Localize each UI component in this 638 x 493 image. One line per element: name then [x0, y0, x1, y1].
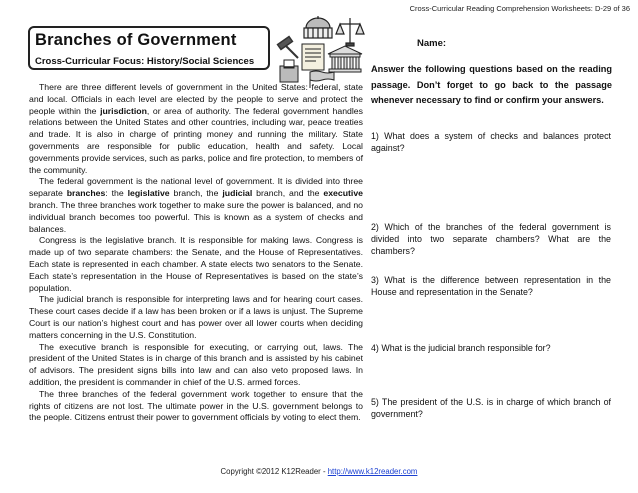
- passage-paragraph: There are three different levels of government in the United States: federal, state and local. Officials in each level are elected by the people to serve and protect the people within the jurisdiction, or area of authority. The federal government handles relations between the United States and other countries, including war, peace treaties and trade. It is also in charge of printing money and running the military. State governments are responsible for public education, health and safety. Local governments provide services, such as parks, police and fire protection, to members of the community.: [29, 82, 363, 175]
- passage-paragraph: The federal government is the national level of government. It is divided into three separate branches: the legislative branch, the judicial branch, and the executive branch. The three branches work together to make sure the power is balanced, and no individual branch becomes too powerful. This is known as a system of checks and balances.: [29, 176, 363, 234]
- worksheet-series-header: Cross-Curricular Reading Comprehension Worksheets: D-29 of 36: [409, 4, 630, 13]
- question-4: 4) What is the judicial branch responsible for?: [371, 343, 551, 353]
- question-2: 2) Which of the branches of the federal government is divided into two separate chambers? What are the chambers?: [371, 222, 611, 256]
- title-box: [28, 26, 270, 70]
- passage-paragraph: Congress is the legislative branch. It is responsible for making laws. Congress is made up of two separate chambers: the Senate, and the House of Representatives. Each state is represented in each chamber. A state elects two senators to the Senate. Each state’s representation in the House of Representatives is based on the state’s population.: [29, 235, 363, 293]
- passage-paragraph: The judicial branch is responsible for interpreting laws and for hearing court cases. These court cases decide if a law has been broken or if a laws is unjust. The Supreme Court is our nation’s highest court and has power over all lower courts when deciding matters concerning in the U.S. Constitution.: [29, 294, 363, 340]
- copyright-text: Copyright ©2012 K12Reader -: [220, 467, 328, 476]
- document-icon: [302, 44, 324, 70]
- instructions: Answer the following questions based on the reading passage. Don’t forget to go back to the passage whenever necessary to find or confirm your answers.: [371, 64, 612, 105]
- scales-icon: [336, 18, 364, 46]
- k12reader-link[interactable]: http://www.k12reader.com: [327, 467, 418, 476]
- question-1: 1) What does a system of checks and balances protect against?: [371, 131, 611, 153]
- capitol-building-icon: [304, 16, 332, 38]
- question-5: 5) The president of the U.S. is in charge of which branch of government?: [371, 397, 611, 419]
- page-subtitle: Cross-Curricular Focus: History/Social Sciences: [35, 56, 255, 67]
- passage-paragraph: The three branches of the federal government work together to ensure that the rights of citizens are not lost. The ultimate power in the U.S. government belongs to the people. Citizens entrust their power to government officials by voting to elect them.: [29, 388, 363, 423]
- reading-passage: [29, 82, 363, 424]
- name-label: Name:: [417, 38, 447, 49]
- question-3: 3) What is the difference between representation in the House and representation in the Senate?: [371, 275, 611, 297]
- footer: [0, 467, 638, 476]
- gavel-icon: [278, 37, 298, 58]
- passage-paragraph: The executive branch is responsible for executing, or carrying out, laws. The president of the United States is in charge of this branch and is assisted by his cabinet of advisors. The president signs bills into law and can also veto proposed laws. In addition, the president is commander in chief of the U.S. armed forces.: [29, 341, 363, 387]
- page-title: Branches of Government: [35, 31, 237, 49]
- government-building-icon: [328, 46, 362, 72]
- ballot-box-icon: [280, 60, 298, 82]
- civics-icon-collage: [276, 16, 368, 88]
